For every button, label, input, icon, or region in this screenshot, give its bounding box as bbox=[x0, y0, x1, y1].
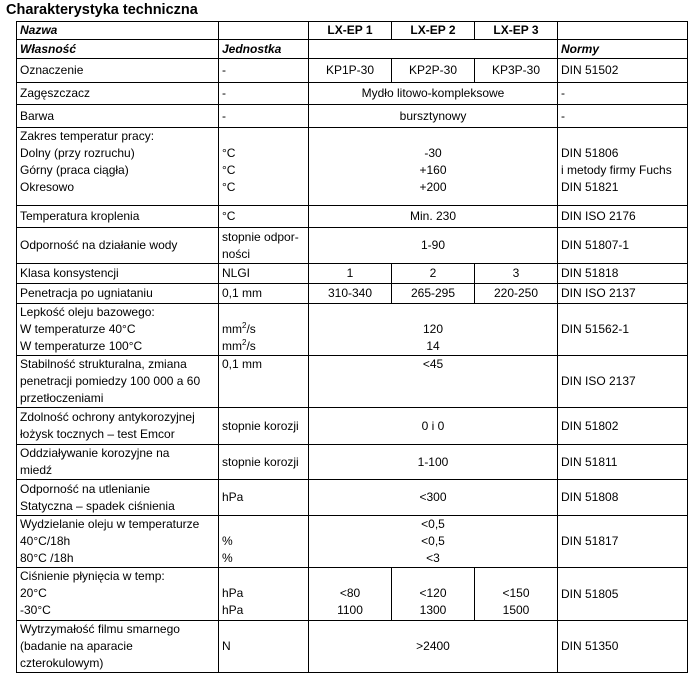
cell-line: DIN ISO 2176 bbox=[561, 209, 636, 223]
cell-line: KP1P-30 bbox=[325, 63, 375, 77]
unit-cell bbox=[219, 445, 309, 480]
cell-line: 0,1 mm bbox=[222, 357, 263, 371]
cell-line: - bbox=[222, 86, 226, 100]
unit-cell bbox=[219, 105, 309, 128]
norm-cell bbox=[558, 516, 688, 568]
cell-line bbox=[392, 568, 474, 585]
unit-cell bbox=[219, 304, 309, 356]
cell-line: °C bbox=[222, 180, 236, 194]
cell-line: 1 bbox=[346, 266, 354, 280]
cell-line: Min. 230 bbox=[409, 209, 457, 223]
cell-line: Penetracja po ugniataniu bbox=[20, 286, 153, 300]
cell-line: - bbox=[222, 63, 226, 77]
header-empty bbox=[219, 22, 309, 40]
cell-line: 1300 bbox=[419, 603, 447, 617]
cell-line: DIN 51808 bbox=[561, 490, 619, 504]
value-cell-v1 bbox=[309, 264, 392, 284]
norm-cell bbox=[558, 264, 688, 284]
cell-line: Mydło litowo-kompleksowe bbox=[361, 86, 505, 100]
norm-cell bbox=[558, 284, 688, 304]
table-row bbox=[17, 206, 688, 228]
header-product-3: LX-EP 3 bbox=[475, 22, 558, 40]
cell-line: 310-340 bbox=[327, 286, 373, 300]
cell-line: 265-295 bbox=[410, 286, 456, 300]
cell-line: 1-90 bbox=[420, 238, 446, 252]
cell-line: Dolny (przy rozruchu) bbox=[20, 146, 135, 160]
cell-line: ności bbox=[222, 246, 251, 261]
unit-cell bbox=[219, 356, 309, 408]
spec-table bbox=[16, 21, 688, 673]
cell-line: 220-250 bbox=[493, 286, 539, 300]
cell-line: Barwa bbox=[20, 108, 55, 123]
table-row bbox=[17, 59, 688, 83]
cell-line: % bbox=[222, 551, 233, 565]
property-cell bbox=[17, 128, 219, 206]
cell-line: <80 bbox=[339, 586, 361, 600]
cell-line: 3 bbox=[512, 266, 520, 280]
norm-cell bbox=[558, 304, 688, 356]
value-cell-v2 bbox=[392, 568, 475, 621]
cell-line: 0,1 mm bbox=[222, 286, 263, 300]
cell-line: Lepkość oleju bazowego: bbox=[20, 305, 155, 319]
cell-line: N bbox=[222, 639, 231, 653]
unit-cell bbox=[219, 284, 309, 304]
value-cell bbox=[309, 516, 558, 568]
table-row bbox=[17, 264, 688, 284]
property-cell bbox=[17, 516, 219, 568]
norm-cell bbox=[558, 128, 688, 206]
cell-line: <0,5 bbox=[421, 534, 445, 548]
property-cell bbox=[17, 445, 219, 480]
property-cell bbox=[17, 228, 219, 264]
value-cell-v3 bbox=[475, 264, 558, 284]
cell-line: DIN ISO 2137 bbox=[561, 286, 636, 300]
unit-cell bbox=[219, 59, 309, 83]
table-row bbox=[17, 83, 688, 105]
cell-line: 2 bbox=[429, 266, 437, 280]
cell-line: Statyczna – spadek ciśnienia bbox=[20, 498, 175, 513]
norm-cell bbox=[558, 105, 688, 128]
norm-cell bbox=[558, 228, 688, 264]
norm-cell bbox=[558, 621, 688, 673]
property-cell bbox=[17, 408, 219, 445]
norm-cell bbox=[558, 480, 688, 516]
unit-cell bbox=[219, 83, 309, 105]
cell-line: <300 bbox=[419, 490, 447, 504]
table-row bbox=[17, 480, 688, 516]
property-cell bbox=[17, 480, 219, 516]
cell-line: Oddziaływanie korozyjne na bbox=[20, 446, 170, 460]
cell-line: +200 bbox=[419, 180, 447, 194]
norm-cell bbox=[558, 356, 688, 408]
cell-line: łożysk tocznych – test Emcor bbox=[20, 427, 175, 441]
cell-line bbox=[222, 128, 308, 145]
unit-cell bbox=[219, 228, 309, 264]
unit-cell bbox=[219, 264, 309, 284]
value-cell-v3 bbox=[475, 284, 558, 304]
unit-cell bbox=[219, 128, 309, 206]
cell-line bbox=[561, 128, 687, 145]
table-row bbox=[17, 568, 688, 621]
cell-line: DIN 51502 bbox=[561, 63, 619, 77]
cell-line: bursztynowy bbox=[399, 108, 467, 123]
cell-line: DIN 51805 bbox=[561, 586, 619, 601]
header-product-1: LX-EP 1 bbox=[309, 22, 392, 40]
cell-line: hPa bbox=[222, 603, 244, 617]
cell-line: DIN 51818 bbox=[561, 266, 619, 280]
table-row bbox=[17, 284, 688, 304]
cell-line: DIN 51806 bbox=[561, 146, 619, 160]
header-norm: Normy bbox=[558, 40, 688, 59]
value-cell-v2 bbox=[392, 284, 475, 304]
table-row bbox=[17, 304, 688, 356]
value-cell-v2 bbox=[392, 264, 475, 284]
cell-line: Wytrzymałość filmu smarnego bbox=[20, 622, 180, 636]
property-cell bbox=[17, 304, 219, 356]
value-cell bbox=[309, 83, 558, 105]
header-property: Własność bbox=[17, 40, 219, 59]
cell-line: Oznaczenie bbox=[20, 63, 84, 77]
cell-line: czterokulowym) bbox=[20, 656, 104, 670]
cell-line: DIN ISO 2137 bbox=[561, 374, 636, 388]
cell-line: +160 bbox=[419, 163, 447, 177]
value-cell-v3 bbox=[475, 59, 558, 83]
property-cell bbox=[17, 621, 219, 673]
cell-line: - bbox=[222, 108, 226, 123]
property-cell bbox=[17, 264, 219, 284]
value-cell bbox=[309, 356, 558, 408]
cell-line: °C bbox=[222, 146, 236, 160]
cell-line: miedź bbox=[20, 463, 53, 477]
document-title: Charakterystyka techniczna bbox=[6, 2, 198, 18]
table-row bbox=[17, 621, 688, 673]
cell-line: 14 bbox=[426, 339, 440, 353]
table-row bbox=[17, 105, 688, 128]
header-product-2: LX-EP 2 bbox=[392, 22, 475, 40]
cell-line: Okresowo bbox=[20, 180, 75, 194]
value-cell bbox=[309, 228, 558, 264]
cell-line: $mm^2/s$ bbox=[222, 321, 256, 336]
cell-line: - bbox=[561, 86, 565, 100]
value-cell bbox=[309, 445, 558, 480]
cell-line: stopnie korozji bbox=[222, 418, 299, 433]
norm-cell bbox=[558, 408, 688, 445]
cell-line: $mm^2/s$ bbox=[222, 338, 256, 353]
unit-cell bbox=[219, 568, 309, 621]
property-cell bbox=[17, 206, 219, 228]
cell-line: °C bbox=[222, 163, 236, 177]
cell-line: KP2P-30 bbox=[408, 63, 458, 77]
cell-line bbox=[222, 304, 308, 321]
value-cell bbox=[309, 105, 558, 128]
cell-line: 120 bbox=[422, 322, 444, 336]
value-cell bbox=[309, 621, 558, 673]
table-row bbox=[17, 356, 688, 408]
cell-line: <45 bbox=[422, 357, 444, 371]
cell-line: 40°C/18h bbox=[20, 534, 71, 548]
cell-line: Zagęszczacz bbox=[20, 86, 91, 100]
cell-line: KP3P-30 bbox=[491, 63, 541, 77]
cell-line: -30 bbox=[424, 146, 442, 160]
cell-line: DIN 51817 bbox=[561, 534, 619, 548]
table-row bbox=[17, 445, 688, 480]
norm-cell bbox=[558, 83, 688, 105]
cell-line: 1100 bbox=[337, 603, 363, 617]
cell-line: stopnie odpor- bbox=[222, 229, 299, 244]
header-row-products bbox=[17, 22, 688, 40]
property-cell bbox=[17, 284, 219, 304]
cell-line: Ciśnienie płynięcia w temp: bbox=[20, 569, 165, 583]
cell-line: -30°C bbox=[20, 603, 51, 617]
header-empty bbox=[309, 40, 558, 59]
unit-cell bbox=[219, 480, 309, 516]
cell-line: W temperaturze 100°C bbox=[20, 339, 143, 353]
value-cell bbox=[309, 304, 558, 356]
cell-line: przetłoczeniami bbox=[20, 391, 104, 405]
cell-line: (badanie na aparacie bbox=[20, 639, 133, 653]
cell-line: hPa bbox=[222, 586, 244, 600]
norm-cell bbox=[558, 445, 688, 480]
value-cell-v2 bbox=[392, 59, 475, 83]
cell-line: DIN 51350 bbox=[561, 639, 619, 653]
cell-line: stopnie korozji bbox=[222, 454, 299, 469]
cell-line: 1-100 bbox=[417, 454, 449, 469]
cell-line: 1500 bbox=[502, 603, 530, 617]
header-unit: Jednostka bbox=[219, 40, 309, 59]
cell-line: Wydzielanie oleju w temperaturze bbox=[20, 517, 200, 531]
header-row-columns bbox=[17, 40, 688, 59]
property-cell bbox=[17, 356, 219, 408]
unit-cell bbox=[219, 206, 309, 228]
cell-line: W temperaturze 40°C bbox=[20, 322, 136, 336]
cell-line: <0,5 bbox=[421, 517, 445, 531]
cell-line: <3 bbox=[426, 551, 440, 565]
cell-line bbox=[309, 373, 557, 390]
norm-cell bbox=[558, 568, 688, 621]
header-name: Nazwa bbox=[17, 22, 219, 40]
property-cell bbox=[17, 83, 219, 105]
norm-cell bbox=[558, 59, 688, 83]
unit-cell bbox=[219, 516, 309, 568]
cell-line: >2400 bbox=[416, 639, 450, 653]
cell-line: % bbox=[222, 534, 233, 548]
cell-line: <150 bbox=[502, 586, 530, 600]
value-cell bbox=[309, 128, 558, 206]
value-cell-v3 bbox=[475, 568, 558, 621]
cell-line: DIN 51802 bbox=[561, 418, 619, 433]
unit-cell bbox=[219, 408, 309, 445]
cell-line: 20°C bbox=[20, 586, 47, 600]
cell-line bbox=[475, 568, 557, 585]
table-row bbox=[17, 228, 688, 264]
cell-line: 0 i 0 bbox=[421, 418, 445, 433]
cell-line: Górny (praca ciągła) bbox=[20, 163, 129, 177]
cell-line: NLGI bbox=[222, 266, 251, 280]
unit-cell bbox=[219, 621, 309, 673]
cell-line: Odporność na działanie wody bbox=[20, 238, 178, 252]
cell-line bbox=[222, 516, 308, 533]
cell-line: penetracji pomiedzy 100 000 a 60 bbox=[20, 374, 201, 388]
value-cell-v1 bbox=[309, 59, 392, 83]
cell-line: Zdolność ochrony antykorozyjnej bbox=[20, 410, 195, 424]
cell-line bbox=[309, 568, 391, 585]
property-cell bbox=[17, 105, 219, 128]
cell-line: Klasa konsystencji bbox=[20, 266, 119, 280]
cell-line: DIN 51807-1 bbox=[561, 238, 630, 252]
header-empty bbox=[558, 22, 688, 40]
cell-line: i metody firmy Fuchs bbox=[561, 163, 672, 177]
cell-line: hPa bbox=[222, 490, 244, 504]
cell-line: DIN 51811 bbox=[561, 454, 618, 469]
table-row bbox=[17, 516, 688, 568]
value-cell bbox=[309, 408, 558, 445]
table-row bbox=[17, 128, 688, 206]
value-cell-v1 bbox=[309, 568, 392, 621]
property-cell bbox=[17, 59, 219, 83]
cell-line: °C bbox=[222, 209, 236, 223]
cell-line: Temperatura kroplenia bbox=[20, 209, 140, 223]
cell-line: <120 bbox=[419, 586, 447, 600]
cell-line bbox=[309, 304, 557, 321]
cell-line: DIN 51562-1 bbox=[561, 322, 630, 336]
cell-line bbox=[222, 568, 308, 585]
value-cell-v1 bbox=[309, 284, 392, 304]
norm-cell bbox=[558, 206, 688, 228]
cell-line: Odporność na utlenianie bbox=[20, 481, 151, 496]
cell-line: Stabilność strukturalna, zmiana bbox=[20, 357, 187, 371]
cell-line: Zakres temperatur pracy: bbox=[20, 129, 155, 143]
value-cell bbox=[309, 480, 558, 516]
property-cell bbox=[17, 568, 219, 621]
cell-line: - bbox=[561, 108, 565, 123]
table-row bbox=[17, 408, 688, 445]
cell-line bbox=[309, 128, 557, 145]
cell-line: DIN 51821 bbox=[561, 180, 619, 194]
value-cell bbox=[309, 206, 558, 228]
cell-line: 80°C /18h bbox=[20, 551, 74, 565]
